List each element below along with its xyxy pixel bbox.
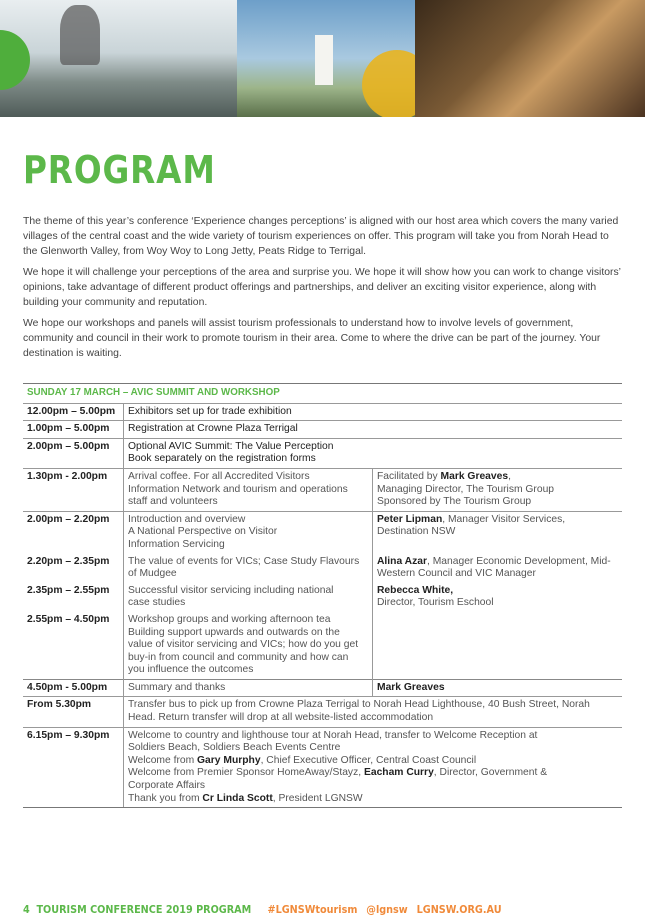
person-name: Peter Lipman [377, 513, 443, 525]
session-description [124, 727, 623, 808]
cell-line [377, 568, 618, 581]
intro-text [23, 214, 623, 367]
cell-line [128, 627, 368, 640]
cell-line [128, 406, 618, 419]
cell-line [128, 539, 368, 552]
session-time: 1.30pm - 2.00pm [23, 468, 124, 511]
cell-line [128, 742, 618, 755]
schedule-row [23, 468, 622, 511]
session-description [124, 421, 623, 439]
hashtag: #LGNSWtourism [267, 904, 358, 916]
cell-line [128, 712, 618, 725]
text-segment: Sponsored by The Tourism Group [377, 496, 532, 508]
cell-line [128, 699, 618, 712]
schedule-row [23, 554, 622, 583]
session-description [124, 403, 623, 421]
session-time: 2.00pm – 5.00pm [23, 438, 124, 468]
session-time: 12.00pm – 5.00pm [23, 403, 124, 421]
session-time: From 5.30pm [23, 697, 124, 727]
text-segment: , President LGNSW [272, 792, 363, 804]
text-segment: , [508, 470, 511, 482]
cell-line [377, 526, 618, 539]
schedule-table [23, 383, 622, 808]
person-name: Mark Greaves [440, 470, 509, 482]
session-description [124, 697, 623, 727]
text-segment: staff and volunteers [128, 496, 218, 508]
text-segment: Transfer bus to pick up from Crowne Plaza Terrigal to Norah Head Lighthouse, 40 Bush Street, Norah [128, 699, 590, 711]
text-segment: Managing Director, The Tourism Group [377, 483, 555, 495]
cell-line [377, 682, 618, 695]
text-segment: Western Council and VIC Manager [377, 568, 536, 580]
person-name: Mark Greaves [377, 681, 445, 693]
cell-line [377, 471, 618, 484]
text-segment: , Chief Executive Officer, Central Coast Council [260, 754, 477, 766]
publication-title: TOURISM CONFERENCE 2019 PROGRAM [36, 904, 252, 916]
person-name: Cr Linda Scott [202, 792, 273, 804]
text-segment: Director, Tourism Eschool [377, 597, 494, 609]
session-speaker [373, 679, 623, 697]
text-segment: , Director, Government & [433, 767, 548, 779]
session-description [124, 511, 373, 553]
text-segment: Successful visitor servicing including national [128, 584, 334, 596]
text-segment: Book separately on the registration forms [128, 453, 316, 465]
text-segment: Soldiers Beach, Soldiers Beach Events Centre [128, 742, 341, 754]
text-segment: Optional AVIC Summit: The Value Perception [128, 440, 334, 452]
session-description [124, 468, 373, 511]
session-description [124, 438, 623, 468]
intro-paragraph: We hope our workshops and panels will assist tourism professionals to understand how to involve levels of government, community and council in their work to promote tourism in their area. Come to where the drive can be part of the journey. Your destination is waiting. [23, 318, 601, 359]
text-segment: Exhibitors set up for trade exhibition [128, 405, 292, 417]
schedule-row [23, 421, 622, 439]
text-segment: you influence the outcomes [128, 664, 254, 676]
cell-line [128, 614, 368, 627]
person-name: Gary Murphy [197, 754, 261, 766]
session-time: 6.15pm – 9.30pm [23, 727, 124, 808]
session-description [124, 554, 373, 583]
cell-line [128, 597, 368, 610]
text-segment: Building support upwards and outwards on the [128, 626, 340, 638]
text-segment: Welcome from Premier Sponsor HomeAway/Stayz, [128, 767, 364, 779]
page-number: 4 [23, 904, 30, 916]
cell-line [377, 556, 618, 569]
cell-line [128, 453, 618, 466]
schedule-row [23, 403, 622, 421]
session-speaker [373, 583, 623, 612]
text-segment: Summary and thanks [128, 681, 226, 693]
text-segment: value of visitor servicing and VICs; how do you get [128, 639, 359, 651]
text-segment: Destination NSW [377, 526, 456, 538]
social-handle: @lgnsw [366, 904, 408, 916]
text-segment: Introduction and overview [128, 513, 246, 525]
person-name: Alina Azar [377, 555, 427, 567]
text-segment: Corporate Affairs [128, 780, 206, 792]
cell-line [377, 597, 618, 610]
text-segment: The value of events for VICs; Case Study Flavours [128, 555, 360, 567]
session-description [124, 583, 373, 612]
text-segment: Head. Return transfer will drop at all website-listed accommodation [128, 712, 434, 724]
text-segment: Registration at Crowne Plaza Terrigal [128, 423, 298, 435]
session-time: 2.00pm – 2.20pm [23, 511, 124, 553]
cell-line [128, 568, 368, 581]
cell-line [128, 496, 368, 509]
text-segment: buy-in from council and community and how can [128, 651, 349, 663]
schedule-heading: SUNDAY 17 MARCH – AVIC SUMMIT AND WORKSHOP [23, 384, 622, 404]
lighthouse-photo [237, 0, 415, 117]
text-segment: A National Perspective on Visitor [128, 526, 278, 538]
cell-line [128, 526, 368, 539]
cell-line [128, 793, 618, 806]
text-segment: Information Servicing [128, 538, 225, 550]
cell-line [128, 585, 368, 598]
cell-line [377, 496, 618, 509]
session-time: 1.00pm – 5.00pm [23, 421, 124, 439]
text-segment: Welcome from [128, 754, 198, 766]
text-segment: Thank you from [128, 792, 203, 804]
cell-line [128, 441, 618, 454]
intro-paragraph: The theme of this year’s conference ‘Experience changes perceptions’ is aligned with our host area which covers the many varied villages of the central coast and the wide variety of tourism experiences on offer. This program will take you from Norah Head to the Glenworth Valley, from Woy Woy to Long Jetty, Peats Ridge to Terrigal. [23, 216, 619, 257]
cell-line [128, 780, 618, 793]
page-footer [23, 904, 502, 916]
session-speaker [373, 468, 623, 511]
session-speaker [373, 511, 623, 553]
session-time: 4.50pm - 5.00pm [23, 679, 124, 697]
cell-line [128, 730, 618, 743]
cell-line [128, 514, 368, 527]
cell-line [377, 585, 618, 598]
skatepark-photo [0, 0, 237, 117]
schedule-row [23, 511, 622, 553]
schedule-row [23, 583, 622, 612]
schedule-row [23, 612, 622, 679]
session-description [124, 612, 373, 679]
session-speaker [373, 612, 623, 679]
cell-line [377, 484, 618, 497]
cell-line [128, 664, 368, 677]
text-segment: of Mudgee [128, 568, 177, 580]
cell-line [128, 682, 368, 695]
text-segment: Welcome to country and lighthouse tour at Norah Head, transfer to Welcome Reception at [128, 729, 538, 741]
text-segment: Arrival coffee. For all Accredited Visitors [128, 470, 310, 482]
schedule-heading-row [23, 384, 622, 404]
cell-line [128, 471, 368, 484]
session-time: 2.55pm – 4.50pm [23, 612, 124, 679]
person-name: Rebecca White, [377, 584, 454, 596]
cell-line [128, 423, 618, 436]
person-name: Eacham Curry [363, 767, 434, 779]
schedule-row [23, 697, 622, 727]
session-speaker [373, 554, 623, 583]
session-description [124, 679, 373, 697]
text-segment: Information Network and tourism and operations [128, 483, 348, 495]
cell-line [128, 639, 368, 652]
session-time: 2.35pm – 2.55pm [23, 583, 124, 612]
header-photo-strip [0, 0, 645, 117]
text-segment: Facilitated by [377, 470, 441, 482]
cell-line [128, 484, 368, 497]
website-link[interactable]: LGNSW.ORG.AU [416, 904, 502, 916]
schedule-row [23, 679, 622, 697]
cell-line [128, 652, 368, 665]
cell-line [128, 556, 368, 569]
text-segment: , Manager Visitor Services, [442, 513, 566, 525]
schedule-row [23, 727, 622, 808]
session-time: 2.20pm – 2.35pm [23, 554, 124, 583]
text-segment: Workshop groups and working afternoon tea [128, 613, 331, 625]
page-title: PROGRAM [23, 148, 216, 192]
cell-line [128, 767, 618, 780]
cell-line [128, 755, 618, 768]
intro-paragraph: We hope it will challenge your perceptions of the area and surprise you. We hope it will show how you can work to change visitors’ opinions, take advantage of different product offerings and partnerships, and deliver an exciting visitor experience, along with building your community and reputation. [23, 267, 621, 308]
cell-line [377, 514, 618, 527]
dining-photo [415, 0, 645, 117]
text-segment: , Manager Economic Development, Mid- [426, 555, 611, 567]
text-segment: case studies [128, 597, 186, 609]
schedule-row [23, 438, 622, 468]
